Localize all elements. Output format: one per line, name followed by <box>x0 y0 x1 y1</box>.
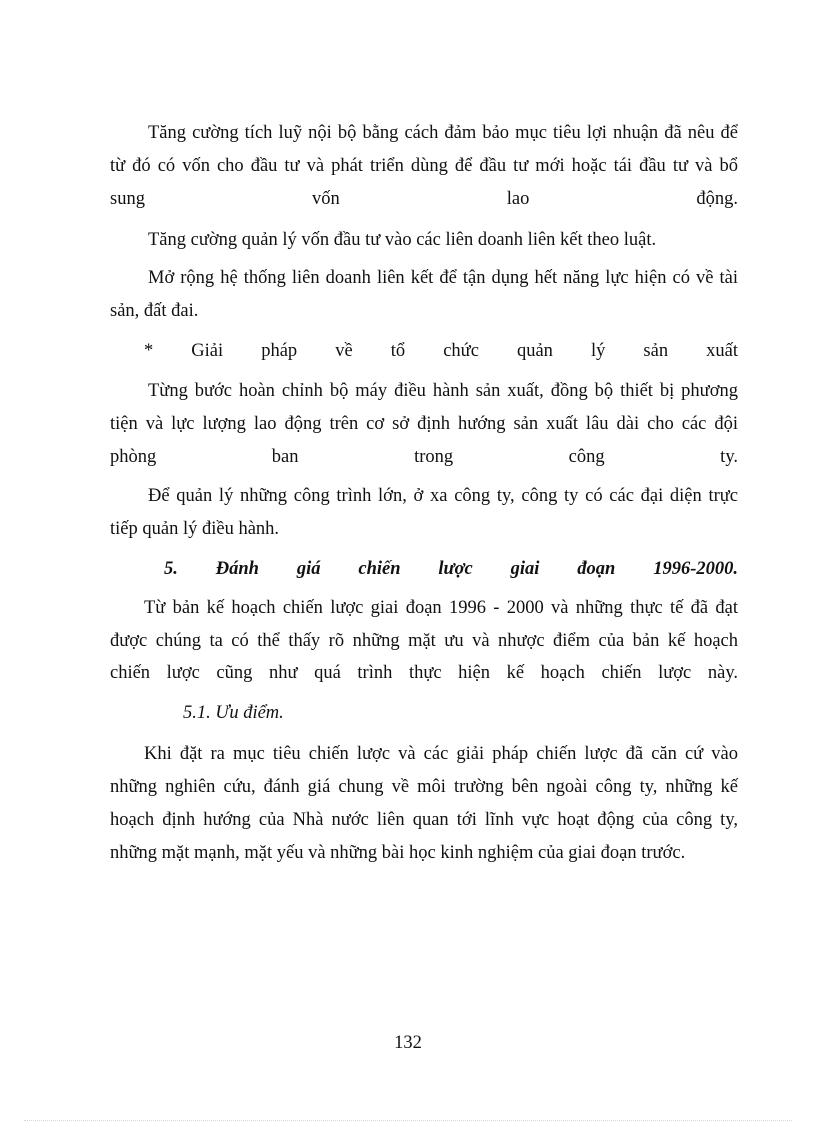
paragraph-line: được chúng ta có thể thấy rõ những mặt ưu và nhược điểm của bản kế hoạch <box>110 631 738 651</box>
subsection-heading: 5.1. Ưu điểm. <box>183 703 284 723</box>
paragraph-line: Để quản lý những công trình lớn, ở xa công ty, công ty có các đại diện trực <box>148 486 738 506</box>
paragraph-line: những mặt mạnh, mặt yếu và những bài học kinh nghiệm của giai đoạn trước. <box>110 843 686 863</box>
paragraph-line: Tăng cường tích luỹ nội bộ bằng cách đảm bảo mục tiêu lợi nhuận đã nêu để <box>148 123 738 143</box>
paragraph-line: Từ bản kế hoạch chiến lược giai đoạn 1996 - 2000 và những thực tế đã đạt <box>144 598 738 618</box>
paragraph-line: sản, đất đai. <box>110 301 199 321</box>
page-bottom-divider <box>24 1120 792 1121</box>
paragraph-line: hoạch định hướng của Nhà nước liên quan tới lĩnh vực hoạt động của công ty, <box>110 810 738 830</box>
paragraph-line: những nghiên cứu, đánh giá chung về môi trường bên ngoài công ty, những kế <box>110 777 738 797</box>
paragraph-line: phòng ban trong công ty. <box>110 447 738 467</box>
paragraph-line: Khi đặt ra mục tiêu chiến lược và các giải pháp chiến lược đã căn cứ vào <box>144 744 738 764</box>
paragraph-line: Từng bước hoàn chỉnh bộ máy điều hành sản xuất, đồng bộ thiết bị phương <box>148 381 738 401</box>
paragraph-line: chiến lược cũng như quá trình thực hiện kế hoạch chiến lược này. <box>110 663 738 683</box>
paragraph-line: Tăng cường quản lý vốn đầu tư vào các liên doanh liên kết theo luật. <box>148 230 657 250</box>
paragraph-line: từ đó có vốn cho đầu tư và phát triển dùng để đầu tư mới hoặc tái đầu tư và bổ <box>110 156 738 176</box>
section-bullet-line: * Giải pháp về tổ chức quản lý sản xuất <box>144 341 738 361</box>
paragraph-line: tiếp quản lý điều hành. <box>110 519 280 539</box>
paragraph-line: sung vốn lao động. <box>110 189 738 209</box>
page-number: 132 <box>394 1033 422 1053</box>
paragraph-line: tiện và lực lượng lao động trên cơ sở định hướng sản xuất lâu dài cho các đội <box>110 414 738 434</box>
paragraph-line: Mở rộng hệ thống liên doanh liên kết để tận dụng hết năng lực hiện có về tài <box>148 268 738 288</box>
section-heading: 5. Đánh giá chiến lược giai đoạn 1996-2000. <box>164 559 738 579</box>
